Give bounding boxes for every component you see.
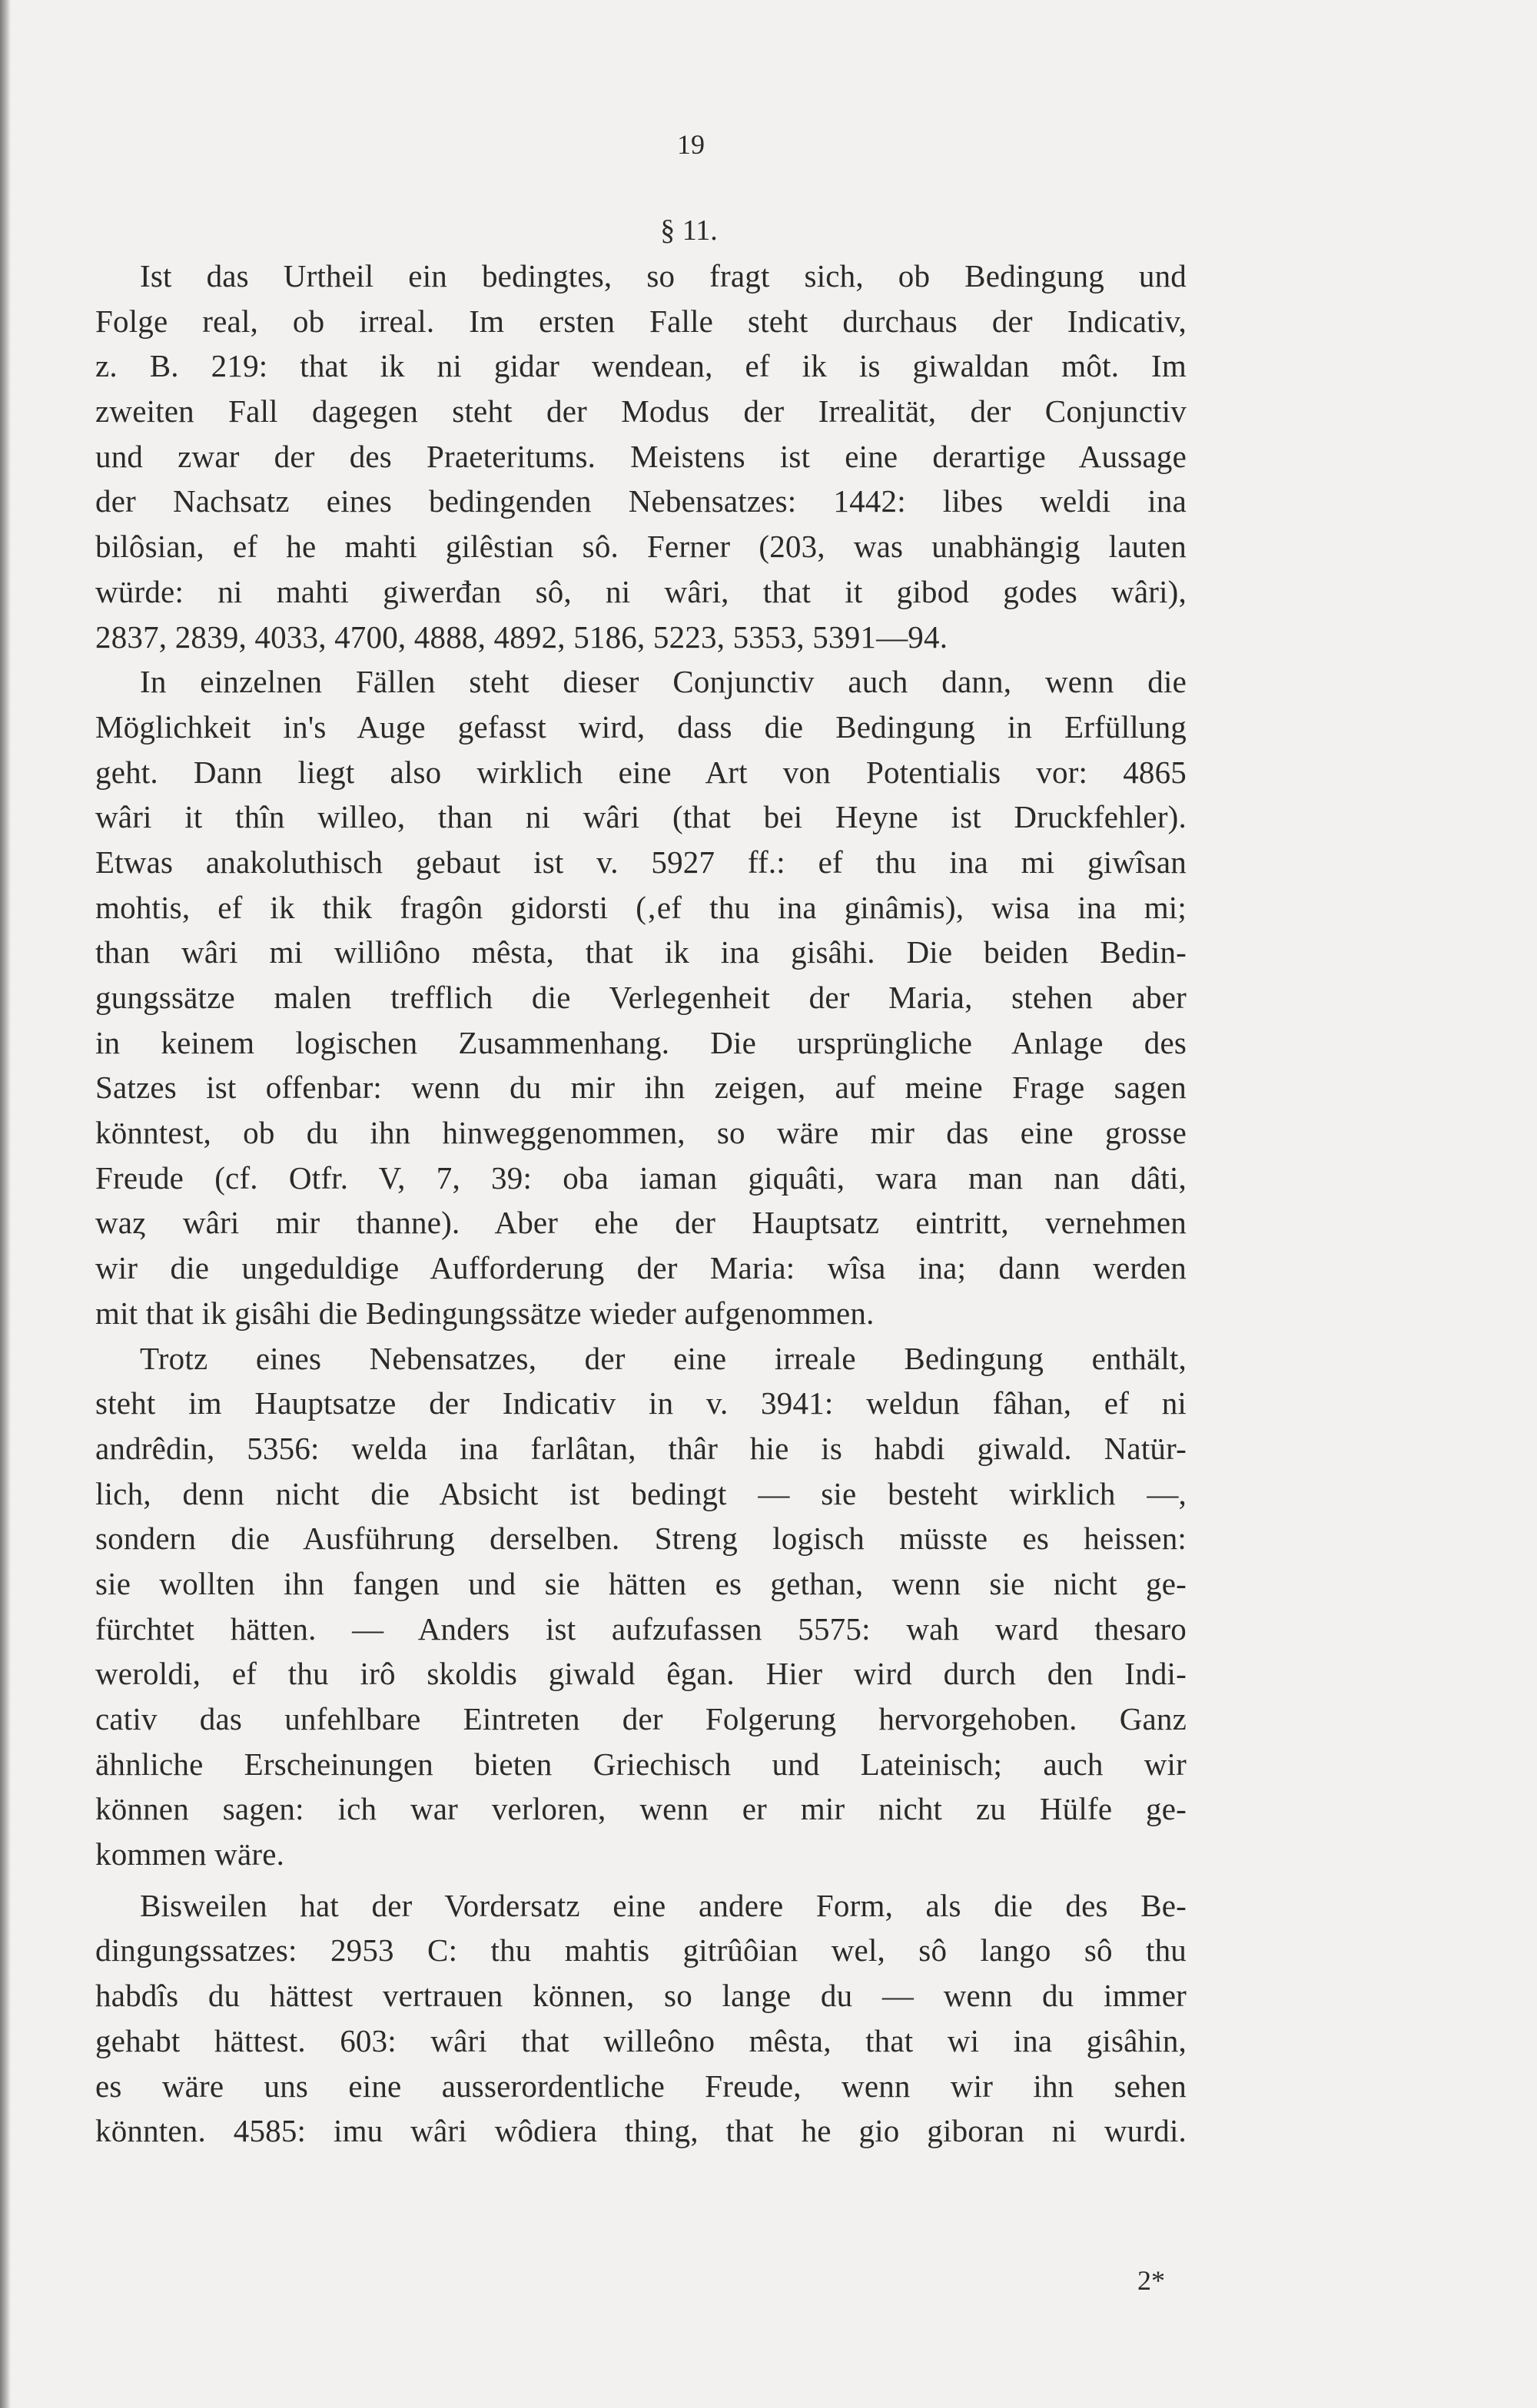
scan-edge xyxy=(0,0,11,2408)
text-line: habdîs du hättest vertrauen können, so lange du — wenn du immer xyxy=(95,1978,1187,2014)
text-line: Trotz eines Nebensatzes, der eine irreale Bedingung enthält, xyxy=(140,1340,1187,1376)
text-line: In einzelnen Fällen steht dieser Conjunctiv auch dann, wenn die xyxy=(140,664,1187,700)
body-text xyxy=(95,254,1187,2154)
text-line: weroldi, ef thu irô skoldis giwald êgan. Hier wird durch den Indi- xyxy=(95,1656,1187,1692)
text-line: bilôsian, ef he mahti gilêstian sô. Ferner (203, was unabhängig lauten xyxy=(95,529,1187,565)
signature-mark: 2* xyxy=(1137,2265,1165,2296)
text-line: Freude (cf. Otfr. V, 7, 39: oba iaman giquâti, wara man nan dâti, xyxy=(95,1159,1187,1196)
text-line: andrêdin, 5356: welda ina farlâtan, thâr hie is habdi giwald. Natür- xyxy=(95,1430,1187,1466)
text-line: sie wollten ihn fangen und sie hätten es gethan, wenn sie nicht ge- xyxy=(95,1565,1187,1601)
text-line: Bisweilen hat der Vordersatz eine andere Form, als die des Be- xyxy=(140,1887,1187,1923)
text-line: gehabt hättest. 603: wâri that willeôno mêsta, that wi ina gisâhin, xyxy=(95,2022,1187,2058)
text-line: der Nachsatz eines bedingenden Nebensatzes: 1442: libes weldi ina xyxy=(95,483,1187,519)
text-line: kommen wäre. xyxy=(95,1836,285,1872)
text-line: z. B. 219: that ik ni gidar wendean, ef ik is giwaldan môt. Im xyxy=(95,348,1187,384)
text-line: Satzes ist offenbar: wenn du mir ihn zeigen, auf meine Frage sagen xyxy=(95,1070,1187,1106)
text-line: Etwas anakoluthisch gebaut ist v. 5927 ff.: ef thu ina mi giwîsan xyxy=(95,844,1187,880)
text-line: cativ das unfehlbare Eintreten der Folgerung hervorgehoben. Ganz xyxy=(95,1701,1187,1736)
text-line: fürchtet hätten. — Anders ist aufzufassen 5575: wah ward thesaro xyxy=(95,1610,1187,1647)
text-line: Möglichkeit in's Auge gefasst wird, dass die Bedingung in Erfüllung xyxy=(95,708,1187,745)
text-line: und zwar der des Praeteritums. Meistens ist eine derartige Aussage xyxy=(95,438,1187,474)
text-line: mohtis, ef ik thik fragôn gidorsti (‚ef thu ina ginâmis), wisa ina mi; xyxy=(95,889,1187,925)
text-line: waȥ wâri mir thanne). Aber ehe der Hauptsatz eintritt, vernehmen xyxy=(95,1205,1187,1241)
text-line: sondern die Ausführung derselben. Streng logisch müsste es heissen: xyxy=(95,1521,1187,1557)
text-line: Ist das Urtheil ein bedingtes, so fragt sich, ob Bedingung und xyxy=(140,258,1187,294)
text-line: ähnliche Erscheinungen bieten Griechisch und Lateinisch; auch wir xyxy=(95,1746,1187,1782)
text-line: Folge real, ob irreal. Im ersten Falle steht durchaus der Indicativ, xyxy=(95,303,1187,339)
text-line: wâri it thîn willeo, than ni wâri (that bei Heyne ist Druckfehler). xyxy=(95,799,1187,835)
text-line: könnten. 4585: imu wâri wôdiera thing, that he gio giboran ni wurdi. xyxy=(95,2113,1187,2149)
text-line: zweiten Fall dagegen steht der Modus der Irrealität, der Conjunctiv xyxy=(95,393,1187,430)
text-line: in keinem logischen Zusammenhang. Die ursprüngliche Anlage des xyxy=(95,1024,1187,1060)
text-line: dingungssatzes: 2953 C: thu mahtis gitrûôian wel, sô lango sô thu xyxy=(95,1932,1187,1969)
text-line: lich, denn nicht die Absicht ist bedingt — sie besteht wirklich —, xyxy=(95,1475,1187,1511)
text-line: würde: ni mahti giwerđan sô, ni wâri, that it gibod godes wâri), xyxy=(95,573,1187,609)
text-line: gungssätze malen trefflich die Verlegenheit der Maria, stehen aber xyxy=(95,980,1187,1015)
text-line: geht. Dann liegt also wirklich eine Art von Potentialis vor: 4865 xyxy=(95,754,1187,790)
text-line: es wäre uns eine ausserordentliche Freude, wenn wir ihn sehen xyxy=(95,2068,1187,2104)
text-line: 2837, 2839, 4033, 4700, 4888, 4892, 5186, 5223, 5353, 5391—94. xyxy=(95,619,948,655)
text-line: wir die ungeduldige Aufforderung der Maria: wîsa ina; dann werden xyxy=(95,1250,1187,1286)
text-line: steht im Hauptsatze der Indicativ in v. 3941: weldun fâhan, ef ni xyxy=(95,1385,1187,1421)
text-line: than wâri mi williôno mêsta, that ik ina gisâhi. Die beiden Bedin- xyxy=(95,934,1187,970)
section-heading: § 11. xyxy=(660,214,718,247)
text-line: können sagen: ich war verloren, wenn er mir nicht zu Hülfe ge- xyxy=(95,1791,1187,1827)
text-line: könntest, ob du ihn hinweggenommen, so wäre mir das eine grosse xyxy=(95,1115,1187,1151)
page-number: 19 xyxy=(677,129,705,160)
text-line: mit that ik gisâhi die Bedingungssätze wieder aufgenommen. xyxy=(95,1295,875,1331)
